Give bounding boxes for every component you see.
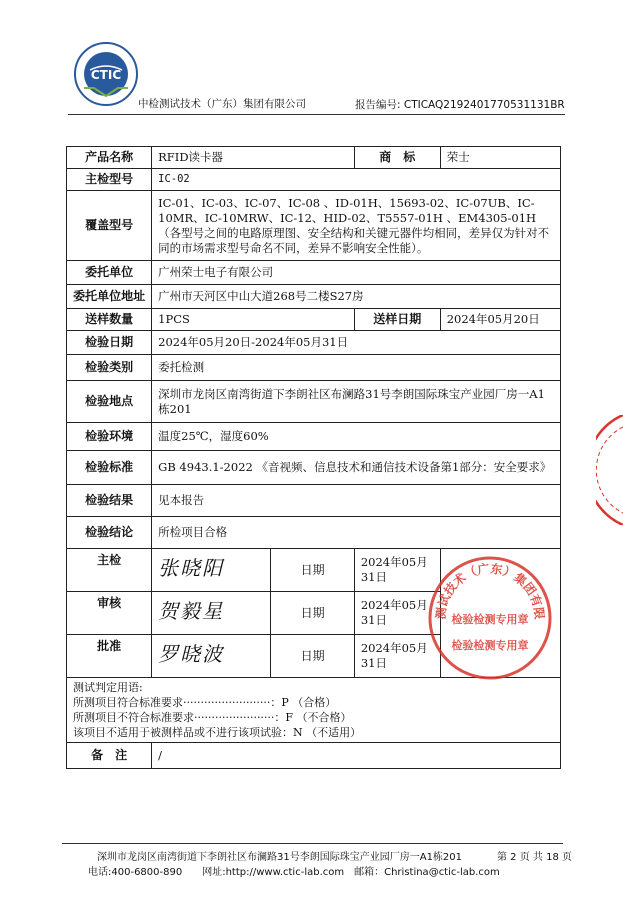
footer-divider — [62, 843, 563, 844]
reviewer-label: 审核 — [67, 592, 152, 635]
inspector-date: 2024年05月31日 — [354, 549, 440, 592]
environment-value: 温度25℃，湿度60% — [152, 423, 561, 451]
sample-qty-value: 1PCS — [152, 309, 355, 331]
trademark-value: 荣士 — [440, 147, 560, 169]
side-seal-fragment — [596, 415, 623, 525]
page-number: 第 2 页 共 18 页 — [497, 852, 572, 863]
client-address-label: 委托单位地址 — [67, 285, 152, 309]
header-divider — [68, 114, 565, 115]
reviewer-date-label: 日期 — [271, 592, 354, 635]
send-date-label: 送样日期 — [354, 309, 440, 331]
model-value: IC-02 — [152, 169, 561, 191]
footer-address: 深圳市龙岗区南湾街道下李朗社区布澜路31号李朗国际珠宝产业园厂房一A1栋201 — [97, 852, 463, 863]
seal-center-text: 检验检测专用章 — [451, 613, 529, 626]
reviewer-signature: 贺毅星 — [152, 592, 271, 635]
reviewer-date: 2024年05月31日 — [354, 592, 440, 635]
test-type-label: 检验类别 — [67, 355, 152, 381]
client-address-value: 广州市天河区中山大道268号二楼S27房 — [152, 285, 561, 309]
conclusion-label: 检验结论 — [67, 517, 152, 549]
standard-label: 检验标准 — [67, 451, 152, 485]
test-place-value: 深圳市龙岗区南湾街道下李朗社区布澜路31号李朗国际珠宝产业园厂房一A1栋201 — [152, 381, 561, 423]
report-number: 报告编号: CTICAQ2192401770531131BR — [355, 99, 565, 111]
remark-label: 备 注 — [67, 743, 152, 769]
product-name-label: 产品名称 — [67, 147, 152, 169]
test-date-label: 检验日期 — [67, 331, 152, 355]
inspector-label: 主检 — [67, 549, 152, 592]
test-place-label: 检验地点 — [67, 381, 152, 423]
result-label: 检验结果 — [67, 485, 152, 517]
criteria-na: 该项目不适用于被测样品或不进行该项试验：N （不适用） — [73, 726, 362, 739]
approver-label: 批准 — [67, 635, 152, 678]
environment-label: 检验环境 — [67, 423, 152, 451]
conclusion-value: 所检项目合格 — [152, 517, 561, 549]
sample-qty-label: 送样数量 — [67, 309, 152, 331]
seal-center-text-2: 检验检测专用章 — [451, 639, 529, 652]
company-name: 中检测试技术（广东）集团有限公司 — [138, 98, 306, 110]
footer-contact: 电话:400-6800-890 网址:http://www.ctic-lab.com 邮箱：Christina@ctic-lab.com — [88, 867, 500, 878]
approver-date: 2024年05月31日 — [354, 635, 440, 678]
inspector-date-label: 日期 — [271, 549, 354, 592]
test-date-value: 2024年05月20日-2024年05月31日 — [152, 331, 561, 355]
product-name-value: RFID读卡器 — [152, 147, 355, 169]
ctic-logo — [72, 40, 140, 108]
model-label: 主检型号 — [67, 169, 152, 191]
covered-models-label: 覆盖型号 — [67, 191, 152, 261]
approver-date-label: 日期 — [271, 635, 354, 678]
criteria-fail: 所测项目不符合标准要求·······················：F （不合格） — [73, 711, 352, 724]
seal-ring-text: 测试技术（广东）集团有限 — [433, 561, 547, 620]
logo-text: CTIC — [90, 68, 122, 82]
criteria-pass: 所测项目符合标准要求·························：P （合格） — [73, 696, 337, 709]
inspector-signature: 张晓阳 — [152, 549, 271, 592]
trademark-label: 商 标 — [354, 147, 440, 169]
svg-text:中检测试技术（广东）集团有限公司 — [425, 553, 546, 620]
test-type-value: 委托检测 — [152, 355, 561, 381]
approver-signature: 罗晓波 — [152, 635, 271, 678]
criteria-title: 测试判定用语: — [73, 681, 143, 694]
remark-value: / — [152, 743, 561, 769]
send-date-value: 2024年05月20日 — [440, 309, 560, 331]
client-value: 广州荣士电子有限公司 — [152, 261, 561, 285]
client-label: 委托单位 — [67, 261, 152, 285]
official-seal — [425, 553, 555, 683]
covered-models-value: IC-01、IC-03、IC-07、IC-08 、ID-01H、15693-02、IC-07UB、IC-10MR、IC-10MRW、IC-12、HID-02、T5557-01H 、EM4305-01H（各型号之间的电路原理图、安全结构和关键元器件均相同，差异仅为针对不同的市场需求型号命名不同，差异不影响安全性能）。 — [152, 191, 561, 261]
result-value: 见本报告 — [152, 485, 561, 517]
standard-value: GB 4943.1-2022 《音视频、信息技术和通信技术设备第1部分：安全要求》 — [152, 451, 561, 485]
judgement-criteria — [67, 678, 561, 743]
